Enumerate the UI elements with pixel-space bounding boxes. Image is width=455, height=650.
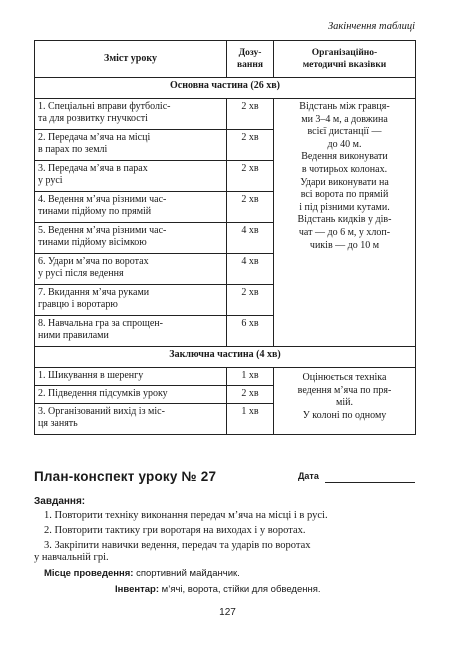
plan-title: План-конспект уроку № 27	[34, 469, 217, 484]
header-duration	[227, 41, 274, 78]
table-row	[35, 368, 416, 386]
duration-cell: 2 хв	[227, 161, 274, 192]
exercise-cell: 6. Удари м’яча по воротах у русі після ведення	[35, 254, 227, 285]
duration-cell: 2 хв	[227, 99, 274, 130]
task-item: 1. Повторити техніку виконання передач м’яча на місці і в русі.	[44, 510, 328, 521]
task-item: 3. Закріпити навички ведення, передач та ударів по воротах	[44, 540, 311, 551]
duration-cell: 1 хв	[227, 404, 274, 435]
header-methods-text: Організаційно- методичні вказівки	[302, 48, 387, 70]
section-main-title: Основна частина (26 хв)	[35, 78, 416, 99]
exercise-cell: 3. Організований вихід із міс- ця занять	[35, 404, 227, 435]
place-value: спортивний майданчик.	[136, 568, 240, 579]
exercise-cell: 2. Підведення підсумків уроку	[35, 386, 227, 404]
exercise-cell: 7. Вкидання м’яча руками гравцю і воротарю	[35, 285, 227, 316]
duration-cell: 6 хв	[227, 316, 274, 347]
header-duration-text: Дозу- вання	[237, 48, 263, 70]
exercise-cell: 1. Спеціальні вправи футболіс- та для розвитку гнучкості	[35, 99, 227, 130]
exercise-cell: 8. Навчальна гра за спрощен- ними правилами	[35, 316, 227, 347]
header-methods	[274, 41, 416, 78]
tasks-label: Завдання:	[34, 496, 86, 507]
exercise-cell: 2. Передача м’яча на місці в парах по землі	[35, 130, 227, 161]
date-line	[325, 482, 415, 483]
main-notes-cell: Відстань між гравця- ми 3–4 м, а довжина всієї дистанції — до 40 м. Ведення виконувати в чотирьох колонах. Удари виконувати на всі ворота по прямій і під різними кутами. Відстань кидків у дів- чат — до 6 м, у хлоп- чиків — до 10 м	[274, 99, 416, 347]
duration-cell: 2 хв	[227, 130, 274, 161]
lesson-table	[34, 40, 416, 435]
section-row-main	[35, 78, 416, 99]
duration-cell: 2 хв	[227, 192, 274, 223]
date-label: Дата	[298, 471, 319, 481]
task-item: 2. Повторити тактику гри воротаря на виходах і у воротах.	[44, 525, 306, 536]
task-item-continuation: у навчальній грі.	[34, 552, 109, 563]
page-number: 127	[219, 607, 236, 618]
exercise-cell: 1. Шикування в шеренгу	[35, 368, 227, 386]
inventory-line	[115, 584, 321, 595]
inventory-value: м’ячі, ворота, стійки для обведення.	[161, 584, 321, 595]
final-notes-cell: Оцінюється техніка ведення м’яча по пря- мій. У колоні по одному	[274, 368, 416, 435]
place-label: Місце проведення:	[44, 568, 134, 579]
continuation-note: Закінчення таблиці	[327, 21, 415, 32]
inventory-label: Інвентар:	[115, 584, 160, 595]
duration-cell: 4 хв	[227, 223, 274, 254]
table-row	[35, 99, 416, 130]
duration-cell: 1 хв	[227, 368, 274, 386]
section-row-final	[35, 347, 416, 368]
section-final-title: Заключна частина (4 хв)	[35, 347, 416, 368]
exercise-cell: 5. Ведення м’яча різними час- тинами підйому вісімкою	[35, 223, 227, 254]
duration-cell: 2 хв	[227, 285, 274, 316]
exercise-cell: 4. Ведення м’яча різними час- тинами підйому по прямій	[35, 192, 227, 223]
duration-cell: 2 хв	[227, 386, 274, 404]
exercise-cell: 3. Передача м’яча в парах у русі	[35, 161, 227, 192]
table-header-row	[35, 41, 416, 78]
header-content: Зміст уроку	[35, 41, 227, 78]
place-line	[44, 568, 240, 579]
duration-cell: 4 хв	[227, 254, 274, 285]
